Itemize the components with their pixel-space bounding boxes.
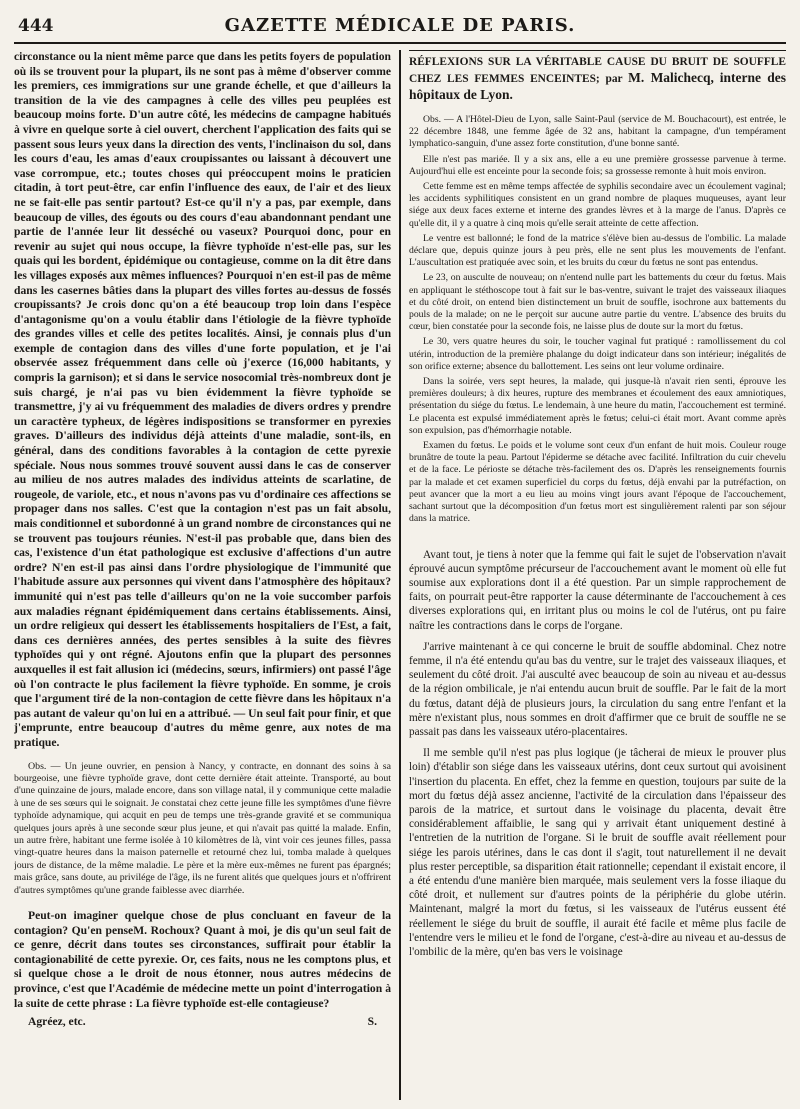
- right-column: [409, 50, 786, 1100]
- obs-paragraph-5: Le 23, on ausculte de nouveau; on n'entend nulle part les battements du cœur du fœtus. Mais en appliquant le stéthoscope tout à fait sur le bas-ventre, suivant le trajet des vaisseaux iliaques et du côté droit, on entend bien distinctement un bruit de souffle, isochrone aux battements du pouls de la malade; on ne le perçoit sur aucune autre partie du ventre. L'absence des bruits du cœur, bien constatée pour la seconde fois, ne laisse plus de doute sur la mort du fœtus.: [408, 272, 786, 333]
- page-header: [14, 12, 786, 44]
- fetus-examination: Examen du fœtus. Le poids et le volume sont ceux d'un enfant de huit mois. Couleur rouge brunâtre de toute la peau. Partout l'épiderme se détache avec facilité. Infiltration du cuir chevelu et de la face. Le périoste se détache très-facilement des os. D'après les renseignements fournis par la malade et cet examen superficiel du corps du fœtus, déjà envahi par la putréfaction, on peut avancer que la mort a eu lieu au moins vingt jours avant l'époque de l'accouchement, sachant surtout que la décomposition d'un fœtus mort est singulièrement ralenti par son séjour dans la matrice.: [408, 440, 786, 525]
- obs-paragraph-3: Cette femme est en même temps affectée de syphilis secondaire avec un écoulement vaginal; les accidents syphilitiques consistent en un grand nombre de plaques muqueuses, ayant leur siége aux deux faces externe et interne des grandes lèvres et à la marge de l'anus. D'après ce qu'elle dit, il y a quatre à cinq mois qu'elle serait atteinte de cette affection.: [408, 181, 786, 229]
- discussion-paragraph-2: J'arrive maintenant à ce qui concerne le bruit de souffle abdominal. Chez notre femme, il n'a été entendu qu'au bas du ventre, sur le trajet des vaisseaux iliaques, et seulement du côté droit. J'ai ausculté avec beaucoup de soin au niveau et au-dessus de la région ombilicale, je n'ai entendu aucun bruit de souffle. Par le fait de la mort du fœtus, datant déjà de plusieurs jours, la circulation du sang entre l'enfant et la mère n'existant plus, nous sommes en droit d'affirmer que ce bruit de souffle ne se passait pas dans les vaisseaux utéro-placentaires.: [408, 640, 786, 738]
- left-paragraph-1: circonstance ou la nient même parce que dans les petits foyers de population où ils se trouvent pour la plupart, ils ne sont pas à même d'observer comme les premiers, ces immigrations sur une grande échelle, et que d'ailleurs la transition de la vie des campagnes à celle des villes peu peuplées est beaucoup moins forte. D'un autre côté, les médecins de campagne habitués à vivre en quelque sorte à ciel ouvert, cherchent l'application des faits qui se passent sous leurs yeux dans la direction des vents, l'inclinaison du sol, dans les cours d'eau, les amas d'eaux croupissantes ou laissant à découvert une vase corrompue, etc.; toutes choses qui préoccupent moins le praticien citadin, à tort peut-être, car enfin l'influence des eaux, de l'air et des lieux ne se fait-elle pas sentir partout? Est-ce qu'il n'y a pas, par exemple, dans beaucoup de villes, des égouts ou des cours d'eau abandonnant pendant une partie de l'année leur lit desséché ou vaseux? Pourquoi donc, pour en revenir au sujet qui nous occupe, la fièvre typhoïde n'est-elle pas, sur les quais qui les bordent, épidémique ou contagieuse, comme on la dit être dans les villages exposés aux mêmes influences? Pourquoi n'en est-il pas de même dans les casernes bâties dans la plupart des villes fortes au-dessus de fossés croupissants? Je crois donc qu'on a été beaucoup trop loin dans l'espèce d'antagonisme qu'on a voulu établir dans l'étiologie de la fièvre typhoïde des grandes villes et celle des petites localités. Ainsi, je connais plus d'un exemple de contagion dans des villes d'une forte population, et je l'ai observée assez fréquemment dans celle où j'exerce (16,000 habitants, y compris la garnison); et si dans le service nosocomial très-nombreux dont je suis chargé, je n'ai pas vu bien évidemment la fièvre typhoïde se transmettre, j'y ai vu fréquemment des maladies de divers ordres y prendre un caractère typheux, de légères indispositions se transformer en pyrexies graves. D'ailleurs des individus déjà atteints d'une maladie, sont-ils, en général, dans des conditions favorables à la contagion de cette pyrexie spéciale. Nous nous sommes trouvé souvent aussi dans le cas de conserver au milieu de nos autres malades des individus atteints de scarlatine, de rougeole, de variole, etc., et nous n'avons pas vu d'ordinaire ces affections se propager dans nos salles. C'est que la contagion n'est pas un fait absolu, mais conditionnel et subordonné à un grand nombre de circonstances qui ne se trouvent pas toujours réunies. N'est-il pas probable que, dans bien des cas, l'existence d'un état pathologique est exclusive d'affections d'un autre ordre? N'en est-il pas ainsi dans l'ordre physiologique de l'immunité que l'habitude assure aux personnes qui vivent dans l'atmosphère des hôpitaux? immunité qui n'est pas telle d'ailleurs qu'on ne la voie succomber parfois aux maladies régnant épidémiquement dans certains établissements. Ainsi, un ordre religieux qui dessert les établissements hospitaliers de l'Est, a fait, dans ces dernières années, des pertes sensibles à la suite des fièvres typhoïdes qui y ont régné. Ajoutons enfin que la plupart des personnes auxquelles il est fait allusion ici (médecins, sœurs, infirmiers) ont passé l'âge où l'on contracte le plus facilement la fièvre typhoïde. En somme, je crois que l'argument tiré de la non-contagion de cette fièvre dans les hôpitaux n'a pas autant de valeur qu'on lui en a attribué. — Un seul fait pour finir, et que j'emprunte, entre beaucoup d'autres du même genre, aux notes de ma pratique.: [14, 50, 392, 749]
- left-paragraph-3: Peut-on imaginer quelque chose de plus concluant en faveur de la contagion? Qu'en penseM. Rochoux? Quant à moi, je dis qu'un seul fait de ce genre, décrit dans toutes ses circonstances, suffirait pour établir la contagionabilité de cette pyrexie. Or, ces faits, nous ne les comptons plus, et si quelque chose a le droit de nous étonner, nous autres médecins de province, c'est que l'Académie de médecine mette un point d'interrogation à la suite de cette phrase : La fièvre typhoïde est-elle contagieuse?: [14, 908, 392, 1010]
- obs-paragraph-6: Le 30, vers quatre heures du soir, le toucher vaginal fut pratiqué : ramollissement du col utérin, introduction de la première phalange du doigt indicateur dans son intérieur; inégalités de son orifice externe; absence du ballottement. Les seins ont leur volume ordinaire.: [408, 336, 786, 372]
- obs-paragraph-7: Dans la soirée, vers sept heures, la malade, qui jusque-là n'avait rien senti, éprouve les premières douleurs; à dix heures, rupture des membranes et écoulement des eaux amniotiques, présentation du siége du fœtus. Le lendemain, à une heure du matin, l'accouchement est terminé. Le placenta est expulsé immédiatement après le fœtus; celui-ci était mort. Avant comme après son expulsion, pas d'hémorrhagie notable.: [408, 376, 786, 436]
- obs-paragraph-4: Le ventre est ballonné; le fond de la matrice s'élève bien au-dessus de l'ombilic. La malade déclare que, depuis quinze jours à peu près, elle ne sent plus les mouvements de l'enfant. L'auscultation est pratiquée avec soin, et les bruits du cœur du fœtus ne sont pas entendus.: [408, 232, 786, 269]
- article-affiliation: interne des hôpitaux de Lyon.: [408, 70, 786, 102]
- article-title: [409, 50, 786, 104]
- discussion-paragraph-1: Avant tout, je tiens à noter que la femme qui fait le sujet de l'observation n'avait éprouvé aucun symptôme précurseur de l'accouchement avant le moment où elle fut soumise aux explorations dont il a été question. Par un simple rapprochement de faits, on pourrait peut-être rapporter la cause déterminante de l'accouchement à ces diverses explorations qui, en irritant plus ou moins le col de l'utérus, ont pu faire naître les contractions dans le corps de l'organe.: [408, 548, 786, 632]
- obs-paragraph-1: Obs. — A l'Hôtel-Dieu de Lyon, salle Saint-Paul (service de M. Bouchacourt), est entrée, le 22 décembre 1848, une femme âgée de 32 ans, habitant la campagne, d'un tempérament lymphatico-sanguin, d'une assez forte constitution, d'une bonne santé.: [408, 114, 786, 150]
- left-observation: Obs. — Un jeune ouvrier, en pension à Nancy, y contracte, en donnant des soins à sa bourgeoise, une fièvre typhoïde grave, dont cette dernière était atteinte. Transporté, au bout d'une quinzaine de jours, malade encore, dans son village natal, il y communique cette maladie à une de ses sœurs qui le soignait. Je constatai chez cette jeune fille les symptômes d'une fièvre typhoïde adynamique, qui acquit en peu de temps une très-grande gravité et se communiqua quelques jours après à une seconde sœur plus jeune, et qui n'avait pas quitté la malade. Enfin, un autre frère, habitant une ferme isolée à 10 kilomètres de là, vint voir ces jeunes filles, passa vingt-quatre heures dans la maison paternelle et retourné chez lui, tomba malade à quelques jours de distance, de la même maladie. Le père et la mère eux-mêmes ne furent pas épargnés; mais grâce, sans doute, au privilége de l'âge, ils ne furent alités que quelques jours et n'offrirent d'autres symptômes qu'une grande faiblesse avec diarrhée.: [14, 760, 392, 896]
- running-head: GAZETTE MÉDICALE DE PARIS.: [224, 15, 576, 36]
- closing-text: Agréez, etc.: [28, 1015, 86, 1029]
- discussion-paragraph-3: Il me semble qu'il n'est pas plus logique (je tâcherai de mieux le prouver plus loin) d'établir son siége dans les vaisseaux utérins, dont ceux surtout qui avoisinent l'insertion du placenta. En effet, chez la femme en question, toujours par suite de la mort du fœtus déjà assez ancienne, l'activité de la circulation dans l'épaisseur des parois de la matrice, et surtout dans le voisinage du placenta, devait être considérablement affaiblie, le sang qui y arrivait étant uniquement destiné à l'entretien de la nutrition de l'organe. Si le bruit de souffle avait réellement pour siége les parois utérines, dans le cas dont il s'agit, tout naturellement il ne devait plus rester perceptible, sa disparition était rationnelle; cependant il existait encore, il a été entendu d'une manière bien marquée, mais seulement vers la fosse iliaque du côté droit, et nullement sur d'autres points de la périphérie du globe utérin. Maintenant, malgré la mort du fœtus, si les vaisseaux de l'utérus eussent été réellement le siége du bruit de souffle, il aurait été facile et même plus facile de l'entendre vers le milieu et le fond de l'organe, c'est-à-dire au niveau et au-dessus de l'ombilic de la mère, qu'en bas vers le voisinage: [408, 747, 786, 958]
- column-divider: [399, 50, 401, 1100]
- left-column: [14, 50, 391, 1100]
- article-author: M. Malichecq,: [628, 70, 714, 85]
- article-title-text: RÉFLEXIONS SUR LA VÉRITABLE CAUSE DU BRUIT DE SOUFFLE CHEZ LES FEMMES ENCEINTES; par: [408, 56, 786, 85]
- closing-row: [14, 1015, 391, 1028]
- signature: S.: [367, 1015, 378, 1029]
- obs-paragraph-2: Elle n'est pas mariée. Il y a six ans, elle a eu une première grossesse parvenue à terme. Aujourd'hui elle est enceinte pour la seconde fois; sa grossesse remonte à huit mois environ.: [408, 153, 786, 177]
- page-number: 444: [18, 16, 54, 36]
- two-column-body: [14, 50, 786, 1100]
